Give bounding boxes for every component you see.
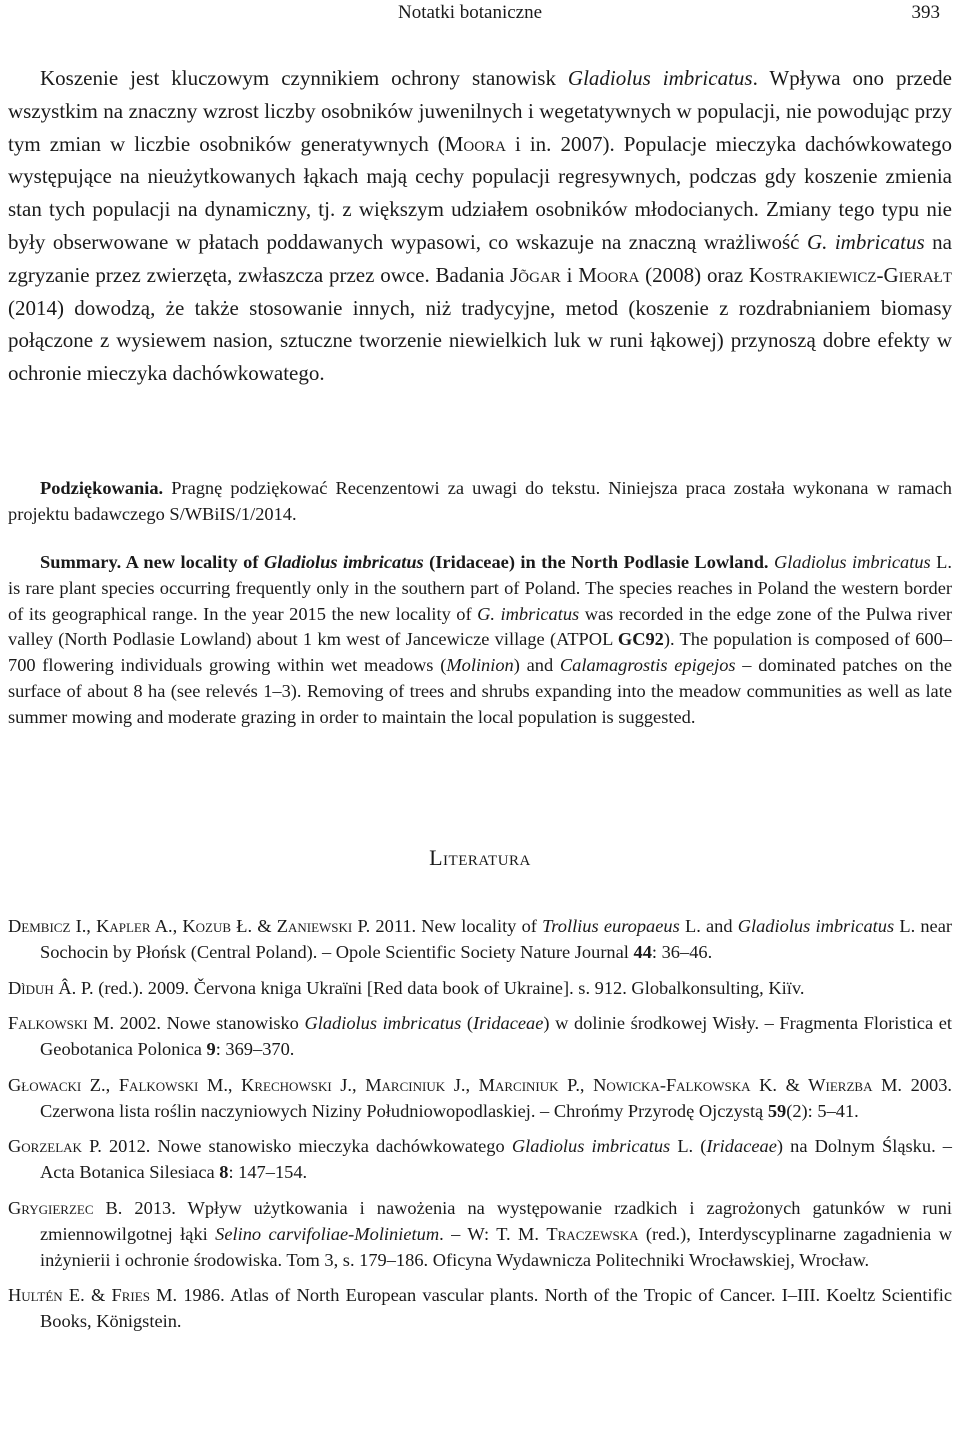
- author-name: Moora: [444, 131, 506, 156]
- body-paragraph: Koszenie jest kluczowym czynnikiem ochrony stanowisk Gladiolus imbricatus. Wpływa ono przede wszystkim na znaczny wzrost liczby osobników juwenilnych i wegetatywnych w populacji, nie powodując przy tym zmian w liczbie osobników generatywnych (Moora i in. 2007). Populacje mieczyka dachówkowatego występujące na nieużytkowanych łąkach mają cechy populacji regresywnych, podczas gdy koszenie zmienia stan tych populacji na dynamiczny, tj. z większym udziałem osobników młodocianych. Zmiany tego typu nie były obserwowane w płatach poddawanych wypasowi, co wskazuje na znaczną wrażliwość G. imbricatus na zgryzanie przez zwierzęta, zwłaszcza przez owce. Badania Jõgar i Moora (2008) oraz Kostrakiewicz-Gierałt (2014) dowodzą, że także stosowanie innych, niż tradycyjne, metod (koszenie z rozdrabnianiem biomasy połączone z wysiewem nasion, sztuczne tworzenie niewielkich luk w runi łąkowej) przynoszą dobre efekty w ochronie mieczyka dachówkowatego.: [8, 66, 953, 386]
- summary-title: A new locality of Gladiolus imbricatus (Iridaceae) in the North Podlasie Lowland.: [121, 552, 769, 572]
- page-number: 393: [911, 2, 940, 23]
- running-head: [8, 2, 952, 26]
- summary-label: Summary.: [40, 552, 122, 572]
- reference-item: Grygierzec B. 2013. Wpływ użytkowania i nawożenia na występowanie rzadkich i zagrożonych gatunków w runi zmiennowilgotnej łąki Selino carvifoliae-Molinietum. – W: T. M. Traczewska (red.), Interdyscyplinarne zagadnienia w inżynierii i ochronie środowiska. Tom 3, s. 179–186. Oficyna Wydawnicza Politechniki Wrocławskiej, Wrocław.: [8, 1197, 952, 1270]
- reference-authors: Falkowski M.: [8, 1013, 115, 1033]
- author-name: Moora: [578, 262, 640, 287]
- reference-authors: Hultén E. & Fries M.: [8, 1285, 178, 1305]
- reference-item: Hultén E. & Fries M. 1986. Atlas of North European vascular plants. North of the Tropic of Cancer. I–III. Koeltz Scientific Books, Königstein.: [8, 1285, 952, 1331]
- reference-list: [8, 913, 952, 1344]
- reference-item: Dembicz I., Kapler A., Kozub Ł. & Zaniewski P. 2011. New locality of Trollius europaeus L. and Gladiolus imbricatus L. near Sochocin by Płońsk (Central Poland). – Opole Scientific Society Nature Journal 44: 36–46.: [8, 916, 952, 962]
- reference-authors: Grygierzec B.: [8, 1197, 123, 1218]
- reference-authors: Dembicz I., Kapler A., Kozub Ł. & Zaniewski P.: [8, 916, 371, 936]
- running-title: Notatki botaniczne: [398, 2, 543, 23]
- reference-item: Gorzelak P. 2012. Nowe stanowisko mieczyka dachówkowatego Gladiolus imbricatus L. (Iridaceae) na Dolnym Śląsku. – Acta Botanica Silesiaca 8: 147–154.: [8, 1136, 952, 1182]
- reference-authors: Dìduh Â. P.: [8, 977, 94, 998]
- reference-authors: Głowacki Z., Falkowski M., Krechowski J., Marciniuk J., Marciniuk P., Nowicka-Falkowska K. & Wierzba M.: [8, 1074, 903, 1095]
- reference-item: Dìduh Â. P. (red.). 2009. Červona kniga Ukraïni [Red data book of Ukraine]. s. 912. Globalkonsulting, Kiïv.: [8, 977, 805, 998]
- acknowledgements: Podziękowania. Pragnę podziękować Recenzentowi za uwagi do tekstu. Niniejsza praca została wykonana w ramach projektu badawczego S/WBiIS/1/2014.: [8, 478, 952, 524]
- reference-item: Głowacki Z., Falkowski M., Krechowski J., Marciniuk J., Marciniuk P., Nowicka-Falkowska K. & Wierzba M. 2003. Czerwona lista roślin naczyniowych Niziny Południowopodlaskiej. – Chrońmy Przyrodę Ojczystą 59(2): 5–41.: [8, 1074, 952, 1121]
- acknowledgements-label: Podziękowania.: [40, 478, 164, 498]
- author-name: Jõgar: [510, 262, 561, 287]
- editor-name: Traczewska: [546, 1223, 639, 1244]
- summary: Summary. A new locality of Gladiolus imbricatus (Iridaceae) in the North Podlasie Lowland. Gladiolus imbricatus L. is rare plant species occurring frequently only in the southern part of Poland. The species reaches in Poland the western border of its geographical range. In the year 2015 the new locality of G. imbricatus was recorded in the edge zone of the Pulwa river valley (North Podlasie Lowland) about 1 km west of Jancewicze village (ATPOL GC92). The population is composed of 600–700 flowering individuals growing within wet meadows (Molinion) and Calamagrostis epigejos – dominated patches on the surface of about 8 ha (see relevés 1–3). Removing of trees and shrubs expanding into the meadow communities as well as late summer mowing and moderate grazing in order to maintain the local population is suggested.: [8, 552, 952, 727]
- reference-item: Falkowski M. 2002. Nowe stanowisko Gladiolus imbricatus (Iridaceae) w dolinie środkowej Wisły. – Fragmenta Floristica et Geobotanica Polonica 9: 369–370.: [8, 1013, 952, 1059]
- author-name: Kostrakiewicz-Gierałt: [748, 262, 953, 287]
- literature-heading: Literatura: [429, 845, 531, 870]
- reference-authors: Gorzelak P.: [8, 1136, 102, 1156]
